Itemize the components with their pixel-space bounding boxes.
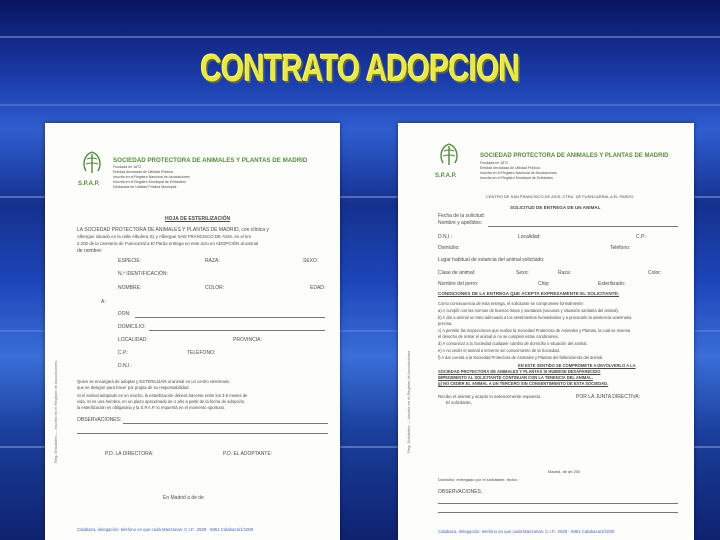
field-telefono: TELÉFONO: — [187, 350, 216, 356]
condition-line: c) A permitir las inspecciones que realice la Sociedad Protectora de Animales y Plantas, la cual se reserva — [438, 328, 631, 333]
condition-line: b) A dar a animal un trato adecuado a los sentimientos humanitarios y a procurarle la asistencia veterinaria — [438, 315, 632, 320]
field-line — [488, 226, 678, 227]
field-nombre: NOMBRE: — [118, 285, 142, 291]
org-name: SOCIEDAD PROTECTORA DE ANIMALES Y PLANTAS DE MADRID — [480, 153, 669, 159]
field-chip: Chip: — [538, 281, 550, 287]
delivery-line: Domicilio: entregado por el solicitante, fecha: — [438, 477, 518, 482]
logo-text: S.P.A.P. — [78, 181, 100, 187]
condition-bold-line: IMPEDIMENTO AL SOLICITANTE CONTINUAR CON LA TENENCIA DEL ANIMAL. — [438, 375, 593, 380]
field-localidad: Localidad: — [518, 234, 541, 240]
field-sexo: SEXO: — [303, 258, 319, 264]
field-cp: C.P.: — [636, 234, 647, 240]
field-line — [438, 503, 678, 504]
doc-title: HOJA DE ESTERILIZACIÓN — [165, 216, 231, 222]
field-telefono: Teléfono: — [610, 245, 631, 251]
observaciones-label: OBSERVACIONES: — [77, 417, 122, 423]
field-line — [438, 512, 678, 513]
background-stripe — [0, 36, 720, 38]
field-color: Color: — [648, 270, 662, 276]
spap-logo-icon — [434, 141, 464, 171]
header-line: Inscrita en el Registro Municipal de Entidades — [480, 176, 553, 180]
field-domicilio: DOMICILIO: — [118, 324, 146, 330]
spap-logo-icon — [77, 149, 107, 179]
field-nombre: Nombre y apellidos: — [438, 220, 483, 226]
header-line: Declarada de Utilidad Pública Municipal — [113, 185, 177, 189]
intro-line: Albergue situado en la calle Albufera 31 y Albergue SAN FRANCISCO DE ASIS, en el km — [77, 234, 252, 239]
org-name: SOCIEDAD PROTECTORA DE ANIMALES Y PLANTAS DE MADRID — [113, 157, 308, 164]
field-domicilio: Domicilio: — [438, 245, 460, 251]
intro-line: de nombre: — [77, 248, 103, 254]
field-dni: D.N.I.: — [438, 234, 453, 240]
side-registry-text: Reg. Entidades — Inscrita en el Registro de Asociaciones — [53, 360, 58, 463]
condition-line: a) A cumplir con las normas de buenos tratos y sanitarias (vacunas y situación sanitaria del animal). — [438, 308, 619, 313]
sub-header: CENTRO DE SAN FRANCISCO DE ASIS: CTRA. DE FUENCARRAL A EL PARDO — [486, 194, 634, 199]
condition-line: precisa. — [438, 321, 453, 326]
condition-line: f) A dar cuenta a la Sociedad Protectora de Animales y Plantas del fallecimiento del animal. — [438, 355, 604, 360]
slide-title: CONTRATO ADOPCION — [200, 48, 520, 90]
field-date: Fecha de la solicitud: — [438, 213, 485, 219]
field-identificacion: N.º IDENTIFICACIÓN: — [118, 271, 168, 277]
header-line: Inscrita en el Registro Nacional de Asociaciones — [113, 175, 190, 179]
header-line: Fundada en 1872 — [113, 165, 142, 169]
header-line: Inscrita en el Registro Municipal de Entidades — [113, 180, 186, 184]
adoption-sterilization-form — [45, 123, 340, 540]
condition-bold-line: SOCIEDAD PROTECTORA DE ANIMALES Y PLANTAS SI HUBIESE DESAPARECIDO — [438, 369, 601, 374]
background-stripe — [0, 104, 720, 106]
side-registry-text: Reg. Entidades — Inscrita en el Registro de Asociaciones — [406, 350, 411, 453]
body-line: Quien se encargará de adoptar y ESTERILIZAR al animal en un centro veterinario — [77, 379, 230, 384]
field-raza: Raza: — [558, 270, 572, 276]
field-don: DON: — [118, 311, 131, 317]
field-a: A: — [101, 299, 106, 305]
field-nombre-animal: Nombre del perro: — [438, 281, 479, 287]
field-esterilizado: Esterilizado: — [598, 281, 626, 287]
header-line: Entidad declarada de Utilidad Pública — [480, 166, 540, 170]
observaciones-label: OBSERVACIONES: — [438, 489, 483, 495]
logo-text: S.P.A.P. — [435, 173, 457, 179]
field-especie: ESPECIE: — [118, 258, 142, 264]
body-line: que se designe para hacer por propia de su responsabilidad. — [77, 385, 190, 390]
field-clase: Clase de animal: — [438, 270, 476, 276]
footer: Calabaza, delegación: telefono en que cada Manzanas; C.I.F.: 2828 - 5851 Calabaza/1/1000 — [438, 529, 615, 534]
madrid-date: Madrid, de de 200 — [548, 469, 581, 474]
animal-request-form — [398, 123, 694, 540]
field-line — [77, 433, 328, 434]
body-line: Si el animal adoptado es un macho, la esterilización deberá hacerse entre los 3-5 meses de — [77, 393, 248, 398]
doc-title: SOLICITUD DE ENTREGA DE UN ANIMAL — [510, 205, 601, 210]
footer: Calabaza, delegación: telefono en que cada Manzanas; C.I.F.: 2828 - 5851 Calabaza/1/1000 — [77, 527, 254, 532]
body-line: vida. Si es una hembra, en un plazo aproximado de 1 año a partir de la fecha de adopción, — [77, 399, 246, 404]
field-line — [123, 423, 328, 424]
field-line — [149, 330, 325, 331]
header-line: Entidad declarada de Utilidad Pública — [113, 170, 173, 174]
received-signature: El solicitante, — [446, 400, 472, 405]
field-provincia: PROVINCIA: — [233, 337, 262, 343]
date-line: En Madrid a de de — [163, 495, 204, 501]
condition-line: el derecho de retirar el animal si no se cumplen estas condiciones. — [438, 334, 559, 339]
body-line: la esterilización es obligatoria y la S.P.A.P. lo requerirá en el momento oportuno. — [77, 405, 226, 410]
header-line: Inscrita en el Registro Nacional de Asociaciones — [480, 171, 557, 175]
received-text: Recibo el animal y acepto lo anteriormente expuesto. — [438, 394, 542, 399]
conditions-title: CONDICIONES DE LA ENTREGA QUE ACEPTA EXPRESAMENTE EL SOLICITANTE: — [438, 291, 620, 296]
field-cp: C.P.: — [118, 350, 129, 356]
field-dni: D.N.I.: — [118, 363, 133, 369]
condition-bold-line: EN ESTE SENTIDO SE COMPROMETE A DEVOLVERLO A LA — [518, 363, 636, 368]
field-sexo: Sexo: — [516, 270, 529, 276]
condition-line: e) A no ceder el animal a terceros sin conocimiento de la Sociedad. — [438, 348, 560, 353]
field-color: COLOR: — [205, 285, 225, 291]
field-raza: RAZA: — [205, 258, 220, 264]
signature-adoptante: P.D. EL ADOPTANTE: — [223, 451, 273, 457]
intro-line: 2.200 de la carretera de Fuencarral a El Pardo entrega en este acto en ADOPCIÓN al animal — [77, 241, 259, 246]
field-line — [135, 317, 325, 318]
signature-director: P.D. LA DIRECTORA: — [105, 451, 154, 457]
field-localidad: LOCALIDAD: — [118, 337, 148, 343]
condition-bold-line: g) NO CEDER EL ANIMAL A UN TERCERO SIN CONSENTIMIENTO DE ESTA SOCIEDAD. — [438, 381, 609, 386]
junta-directiva: POR LA JUNTA DIRECTIVA: — [576, 394, 640, 400]
field-lugar: Lugar habitual de estancia del animal solicitado: — [438, 257, 545, 263]
header-line: Fundada en 1872 — [480, 161, 509, 165]
condition-line: Como consecuencia de esta entrega, el solicitante se compromete formalmente: — [438, 301, 584, 306]
field-edad: EDAD: — [310, 285, 326, 291]
intro-line: LA SOCIEDAD PROTECTORA DE ANIMALES Y PLANTAS DE MADRID, con clínica y — [77, 227, 269, 233]
condition-line: d) A comunicar a la Sociedad cualquier cambio de domicilio o situación del animal. — [438, 341, 588, 346]
